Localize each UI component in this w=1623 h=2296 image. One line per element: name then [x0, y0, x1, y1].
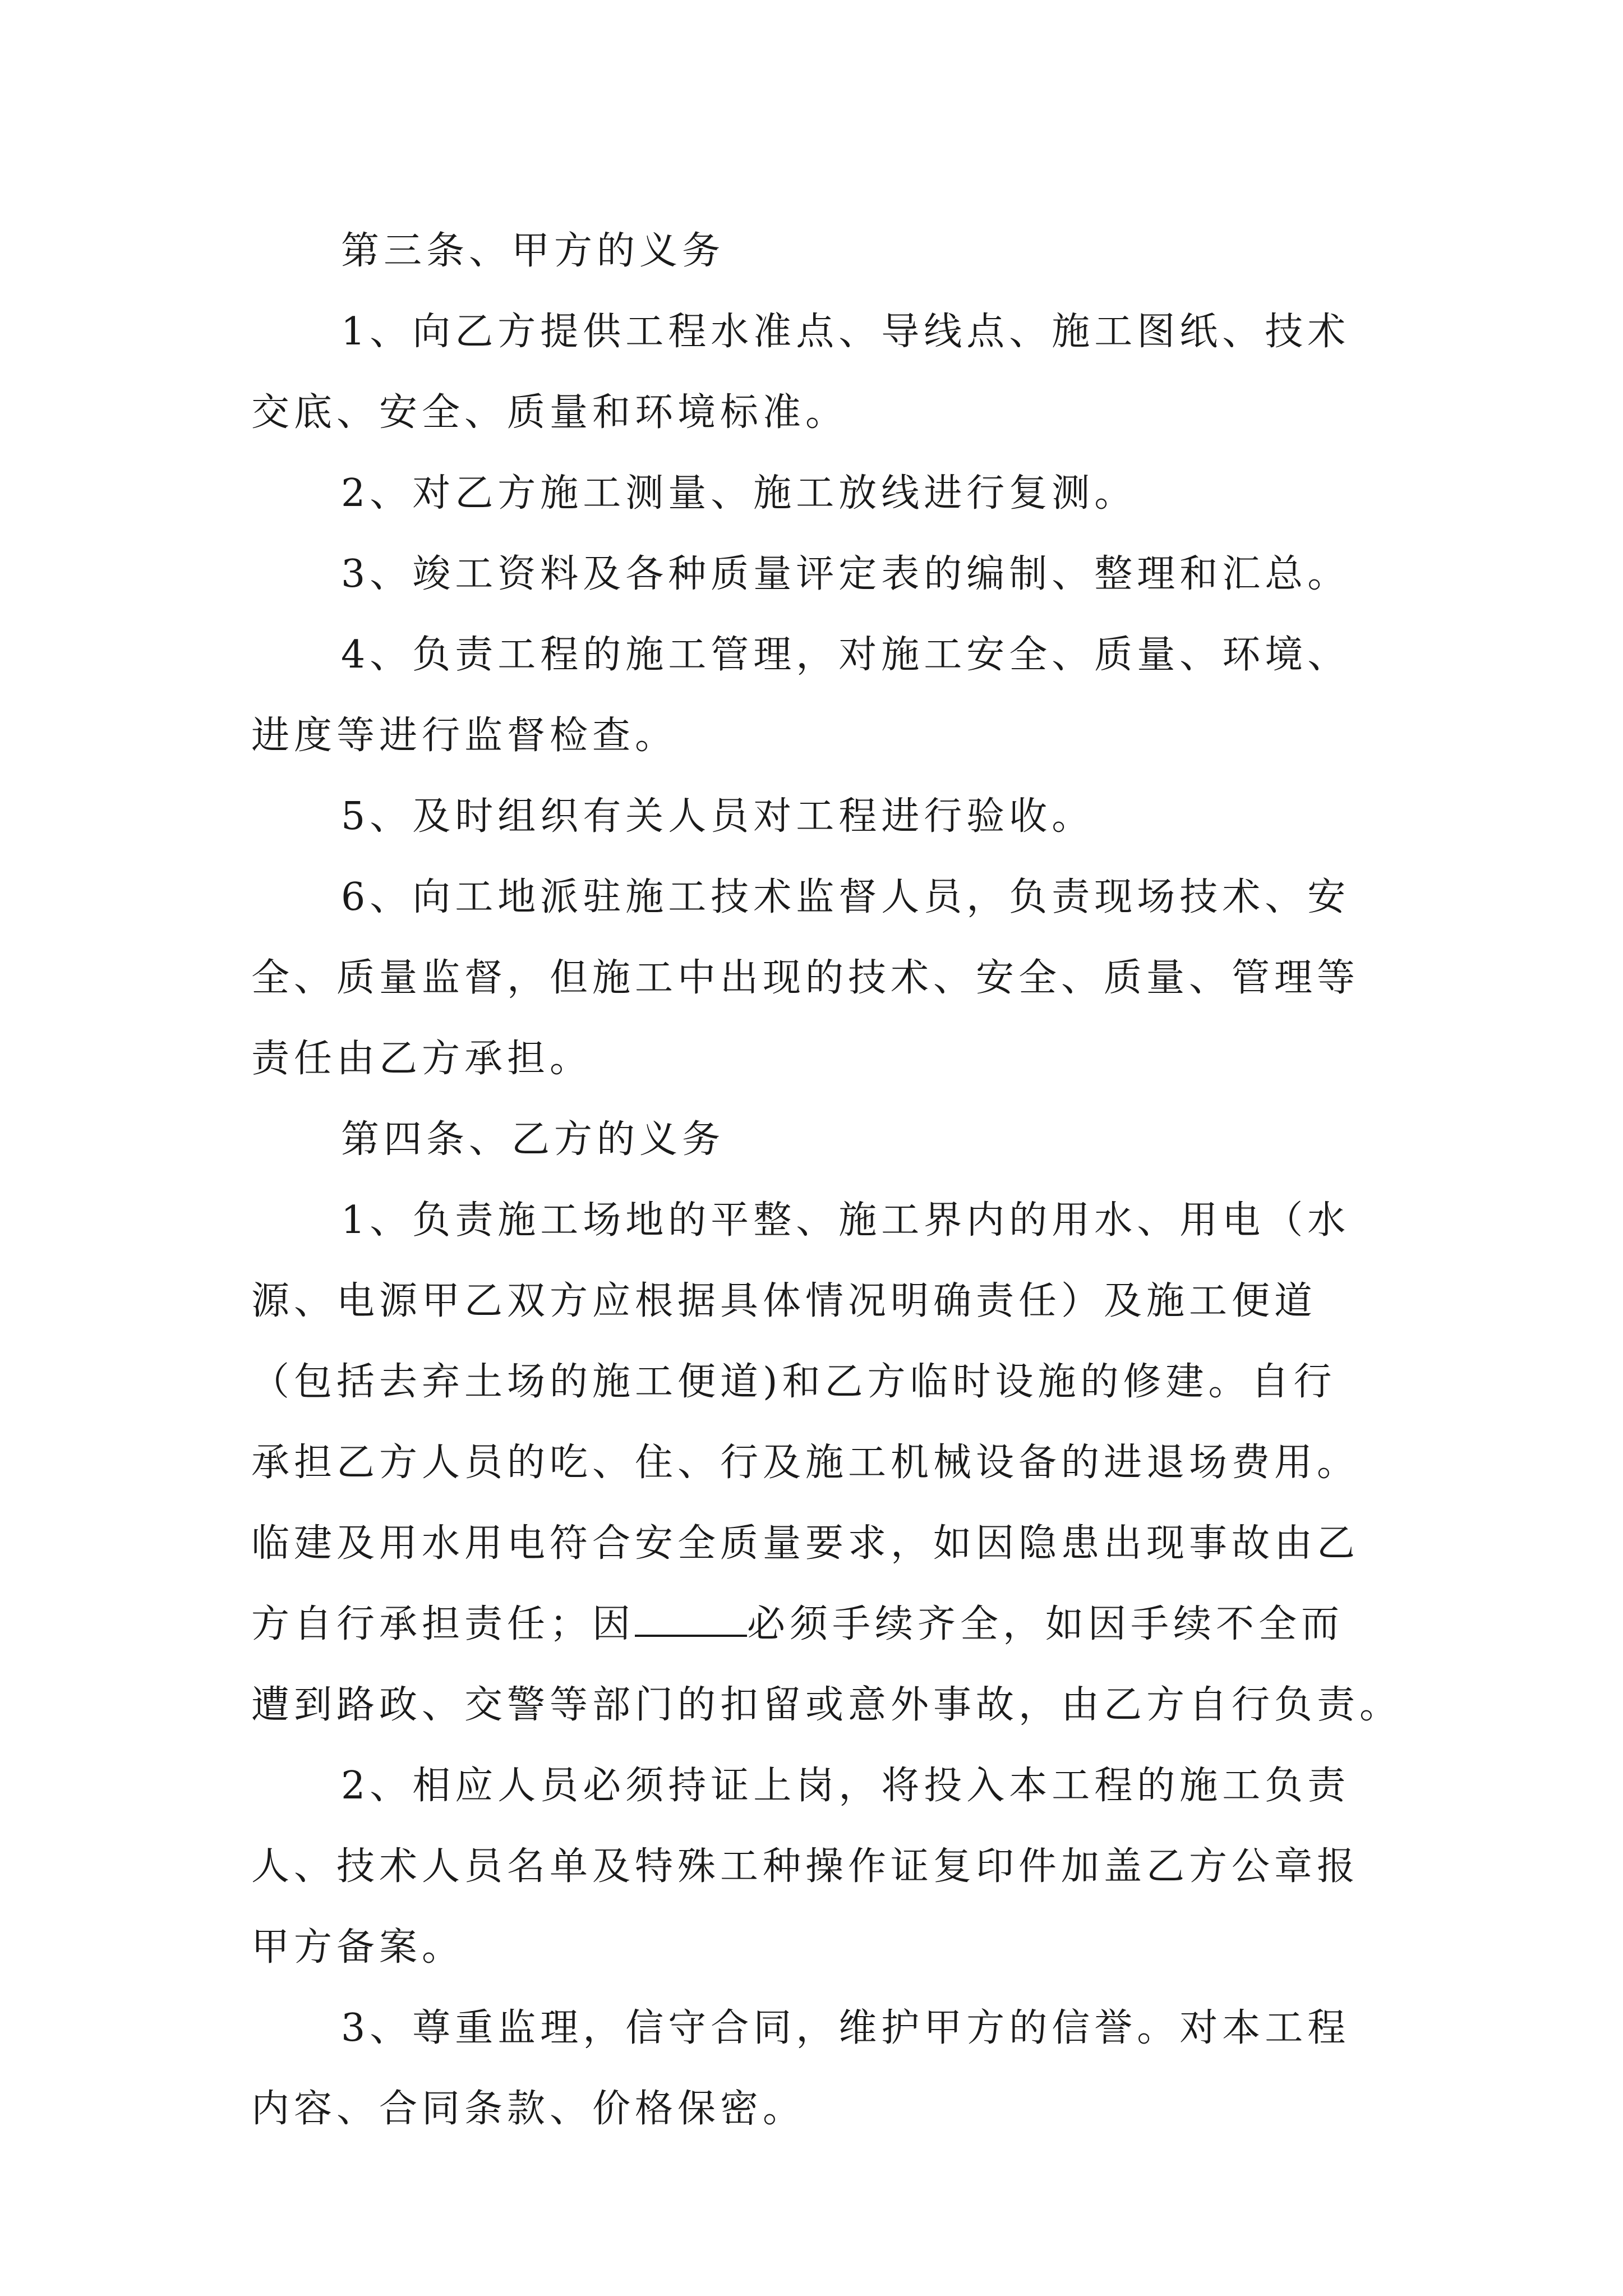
article-4-item-2-cont-2: 甲方备案。	[251, 1925, 465, 1970]
fill-in-prefix: 方自行承担责任；因	[251, 1602, 635, 1646]
article-3-item-1-cont: 交底、安全、质量和环境标准。	[251, 390, 849, 435]
article-3-item-4-cont: 进度等进行监督检查。	[251, 714, 678, 758]
fill-in-suffix: 必须手续齐全，如因手续不全而	[747, 1602, 1344, 1646]
article-3-item-6-cont-1: 全、质量监督，但施工中出现的技术、安全、质量、管理等	[251, 956, 1360, 1000]
document-body	[251, 211, 1403, 2150]
article-4-item-2: 2、相应人员必须持证上岗，将投入本工程的施工负责	[341, 1764, 1350, 1808]
article-4-item-1-cont-3: 承担乙方人员的吃、住、行及施工机械设备的进退场费用。	[251, 1441, 1360, 1485]
article-4-item-2-cont-1: 人、技术人员名单及特殊工种操作证复印件加盖乙方公章报	[251, 1844, 1360, 1889]
article-4-item-3: 3、尊重监理，信守合同，维护甲方的信誉。对本工程	[341, 2006, 1350, 2050]
article-4-item-1-cont-4: 临建及用水用电符合安全质量要求，如因隐患出现事故由乙	[251, 1521, 1360, 1566]
article-3-item-2: 2、对乙方施工测量、施工放线进行复测。	[341, 471, 1137, 516]
article-3-item-6-cont-2: 责任由乙方承担。	[251, 1037, 593, 1081]
article-4-heading: 第四条、乙方的义务	[341, 1117, 725, 1162]
article-4-item-1: 1、负责施工场地的平整、施工界内的用水、用电（水	[341, 1198, 1350, 1243]
article-4-item-1-cont-5	[251, 1584, 1384, 1665]
article-3-item-4: 4、负责工程的施工管理，对施工安全、质量、环境、	[341, 633, 1350, 677]
article-4-item-3-cont: 内容、合同条款、价格保密。	[251, 2087, 806, 2131]
article-4-item-1-cont-2: （包括去弃土场的施工便道)和乙方临时设施的修建。自行	[251, 1360, 1336, 1404]
article-3-heading: 第三条、甲方的义务	[341, 229, 725, 273]
fill-in-blank	[635, 1603, 747, 1637]
article-4-item-1-cont-6: 遭到路政、交警等部门的扣留或意外事故，由乙方自行负责。	[251, 1683, 1403, 1727]
article-3-item-5: 5、及时组织有关人员对工程进行验收。	[341, 794, 1095, 839]
article-3-item-1: 1、向乙方提供工程水准点、导线点、施工图纸、技术	[341, 310, 1350, 354]
article-4-item-1-cont-1: 源、电源甲乙双方应根据具体情况明确责任）及施工便道	[251, 1279, 1317, 1323]
article-3-item-3: 3、竣工资料及各种质量评定表的编制、整理和汇总。	[341, 552, 1350, 596]
article-3-item-6: 6、向工地派驻施工技术监督人员，负责现场技术、安	[341, 875, 1350, 919]
